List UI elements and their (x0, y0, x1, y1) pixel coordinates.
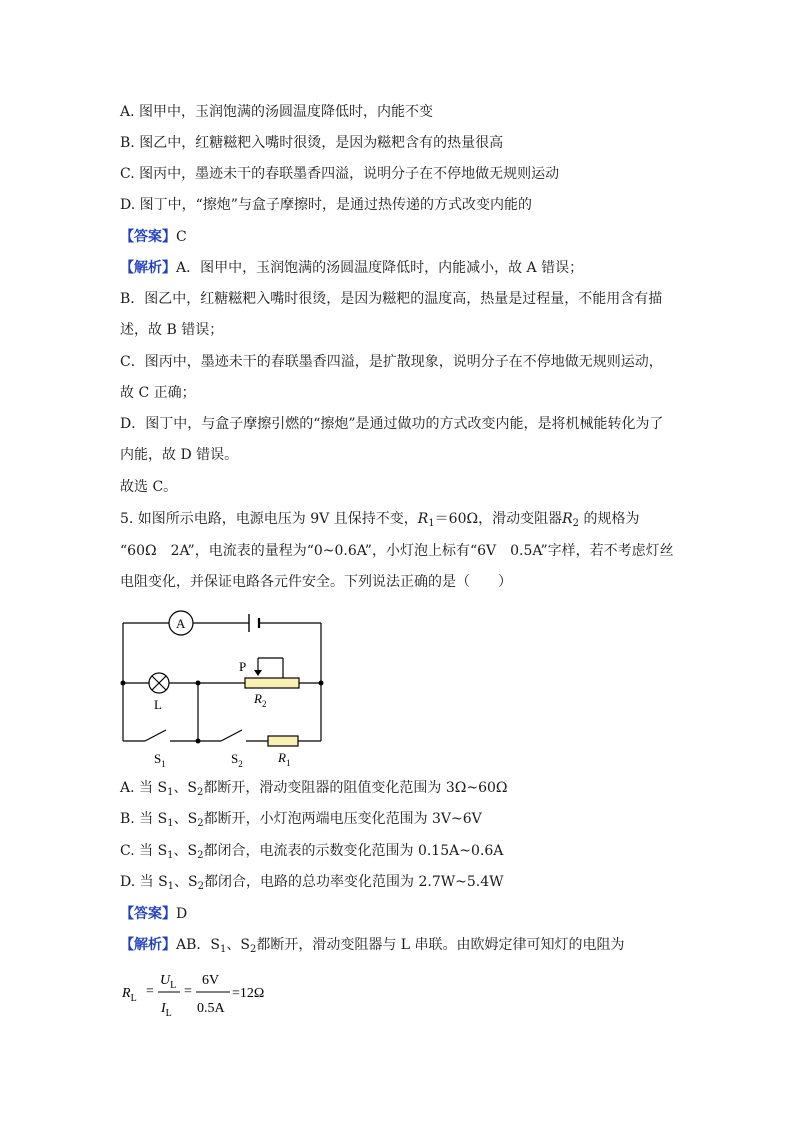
option-text: B. 当 S (120, 811, 168, 827)
option-text: C. 当 S (120, 843, 168, 859)
option-text: 都断开，小灯泡两端电压变化范围为 3V~6V (203, 811, 482, 827)
q4-analysis-line-5: 故 C 正确； (120, 385, 196, 401)
slider-label: P (239, 659, 247, 674)
resistor-r1 (268, 736, 298, 746)
subscript: 2 (249, 944, 257, 955)
q5-stem-line-2: “60Ω 2A”，电流表的量程为“0~0.6A”，小灯泡上标有“6V 0.5A”字样，若不考虑灯丝 (120, 543, 674, 559)
ammeter-label: A (176, 616, 186, 631)
q4-analysis-line-4: C．图丙中，墨迹未干的春联墨香四溢，是扩散现象，说明分子在不停地做无规则运动， (120, 354, 663, 370)
answer-value: D (176, 906, 188, 922)
q4-option-d: D. 图丁中，“擦炮”与盒子摩擦时，是通过热传递的方式改变内能的 (120, 197, 532, 213)
analysis-tag: 【解析】 (120, 937, 176, 953)
option-text: 、S (173, 780, 198, 796)
q5-answer (120, 904, 187, 924)
r2-subscript: 2 (572, 518, 579, 529)
s2-label: $S_2$ (231, 751, 243, 769)
formula-equals: = (184, 984, 192, 999)
option-text: A. 当 S (120, 780, 168, 796)
slider-arrow-icon (254, 670, 262, 676)
q4-analysis-line-2: B．图乙中，红糖糍粑入嘴时很烫，是因为糍粑的温度高，热量是过程量，不能用含有描 (120, 291, 663, 307)
junction-dot (196, 739, 201, 744)
subscript: 2 (197, 787, 204, 798)
stem-text: ＝60Ω，滑动变阻器 (434, 511, 563, 527)
answer-tag: 【答案】 (120, 229, 176, 245)
subscript: 1 (167, 850, 174, 861)
r2-symbol: R (562, 511, 573, 527)
subscript: 1 (167, 818, 174, 829)
formula-equals: = (146, 984, 154, 999)
q4-analysis-line-3: 述，故 B 错误； (120, 322, 224, 338)
formula-lhs: $R_L$ (122, 986, 137, 1004)
q5-option-d (120, 872, 504, 897)
option-text: 都断开，滑动变阻器的阻值变化范围为 3Ω~60Ω (203, 780, 508, 796)
option-text: 都闭合，电流表的示数变化范围为 0.15A~0.6A (203, 843, 504, 859)
option-text: 、S (173, 811, 198, 827)
q5-option-a (120, 778, 508, 803)
q4-conclusion: 故选 C。 (120, 479, 178, 495)
subscript: 2 (197, 818, 204, 829)
q4-option-b: B. 图乙中，红糖糍粑入嘴时很烫，是因为糍粑含有的热量很高 (120, 135, 504, 151)
q5-option-c (120, 841, 503, 866)
q5-stem-line-3: 电阻变化，并保证电路各元件安全。下列说法正确的是（ ） (120, 574, 512, 590)
ohms-law-formula (120, 968, 320, 1018)
s1-label: $S_1$ (154, 751, 166, 769)
subscript: 2 (197, 850, 204, 861)
switch-s2-blade (221, 730, 242, 741)
q4-analysis-line-6: D．图丁中，与盒子摩擦引燃的“擦炮”是通过做功的方式改变内能，是将机械能转化为了 (120, 416, 664, 432)
option-text: 、S (174, 874, 198, 890)
q4-analysis-line-1 (120, 258, 583, 278)
q4-option-a: A. 图甲中，玉润饱满的汤圆温度降低时，内能不变 (120, 104, 434, 120)
analysis-text: 、S (226, 937, 250, 953)
q5-option-b (120, 809, 482, 834)
answer-value: C (176, 229, 187, 245)
q5-stem-line-1 (120, 509, 639, 534)
subscript: 1 (167, 881, 175, 892)
r1-label: $R_1$ (278, 750, 291, 768)
switch-s1-blade (145, 730, 166, 741)
r1-subscript: 1 (428, 518, 435, 529)
lamp-label: L (154, 697, 162, 712)
q4-answer (120, 227, 187, 247)
formula-numerator-value: 6V (202, 973, 220, 988)
option-text: 都闭合，电路的总功率变化范围为 2.7W~5.4W (204, 874, 504, 890)
q4-option-c: C. 图丙中，墨迹未干的春联墨香四溢，说明分子在不停地做无规则运动 (120, 166, 560, 182)
formula-denominator-value: 0.5A (197, 1001, 225, 1016)
r1-symbol: R (417, 511, 429, 527)
r2-label: $R_2$ (254, 691, 267, 709)
resistor-r2 (245, 678, 299, 688)
subscript: 2 (197, 881, 205, 892)
q5-analysis (120, 935, 625, 960)
formula-numerator: $U_L$ (160, 973, 177, 991)
option-text: 、S (173, 843, 198, 859)
junction-dot (121, 681, 126, 686)
circuit-diagram (118, 608, 328, 770)
analysis-text: AB．S (176, 937, 220, 953)
analysis-text: 都断开，滑动变阻器与 L 串联。由欧姆定律可知灯的电阻为 (256, 937, 625, 953)
analysis-tag: 【解析】 (120, 260, 176, 276)
junction-dot (319, 681, 324, 686)
formula-result: =12Ω (232, 986, 265, 1001)
subscript: 1 (220, 944, 227, 955)
stem-text: 的规格为 (579, 511, 640, 527)
analysis-text: A．图甲中，玉润饱满的汤圆温度降低时，内能减小，故 A 错误； (176, 260, 584, 276)
formula-denominator: $I_L$ (161, 1001, 172, 1018)
subscript: 1 (167, 787, 174, 798)
stem-text: 5. 如图所示电路，电源电压为 9V 且保持不变， (120, 511, 418, 527)
answer-tag: 【答案】 (120, 906, 176, 922)
q4-analysis-line-7: 内能，故 D 错误。 (120, 447, 239, 463)
option-text: D. 当 S (120, 874, 168, 890)
junction-dot (196, 681, 201, 686)
